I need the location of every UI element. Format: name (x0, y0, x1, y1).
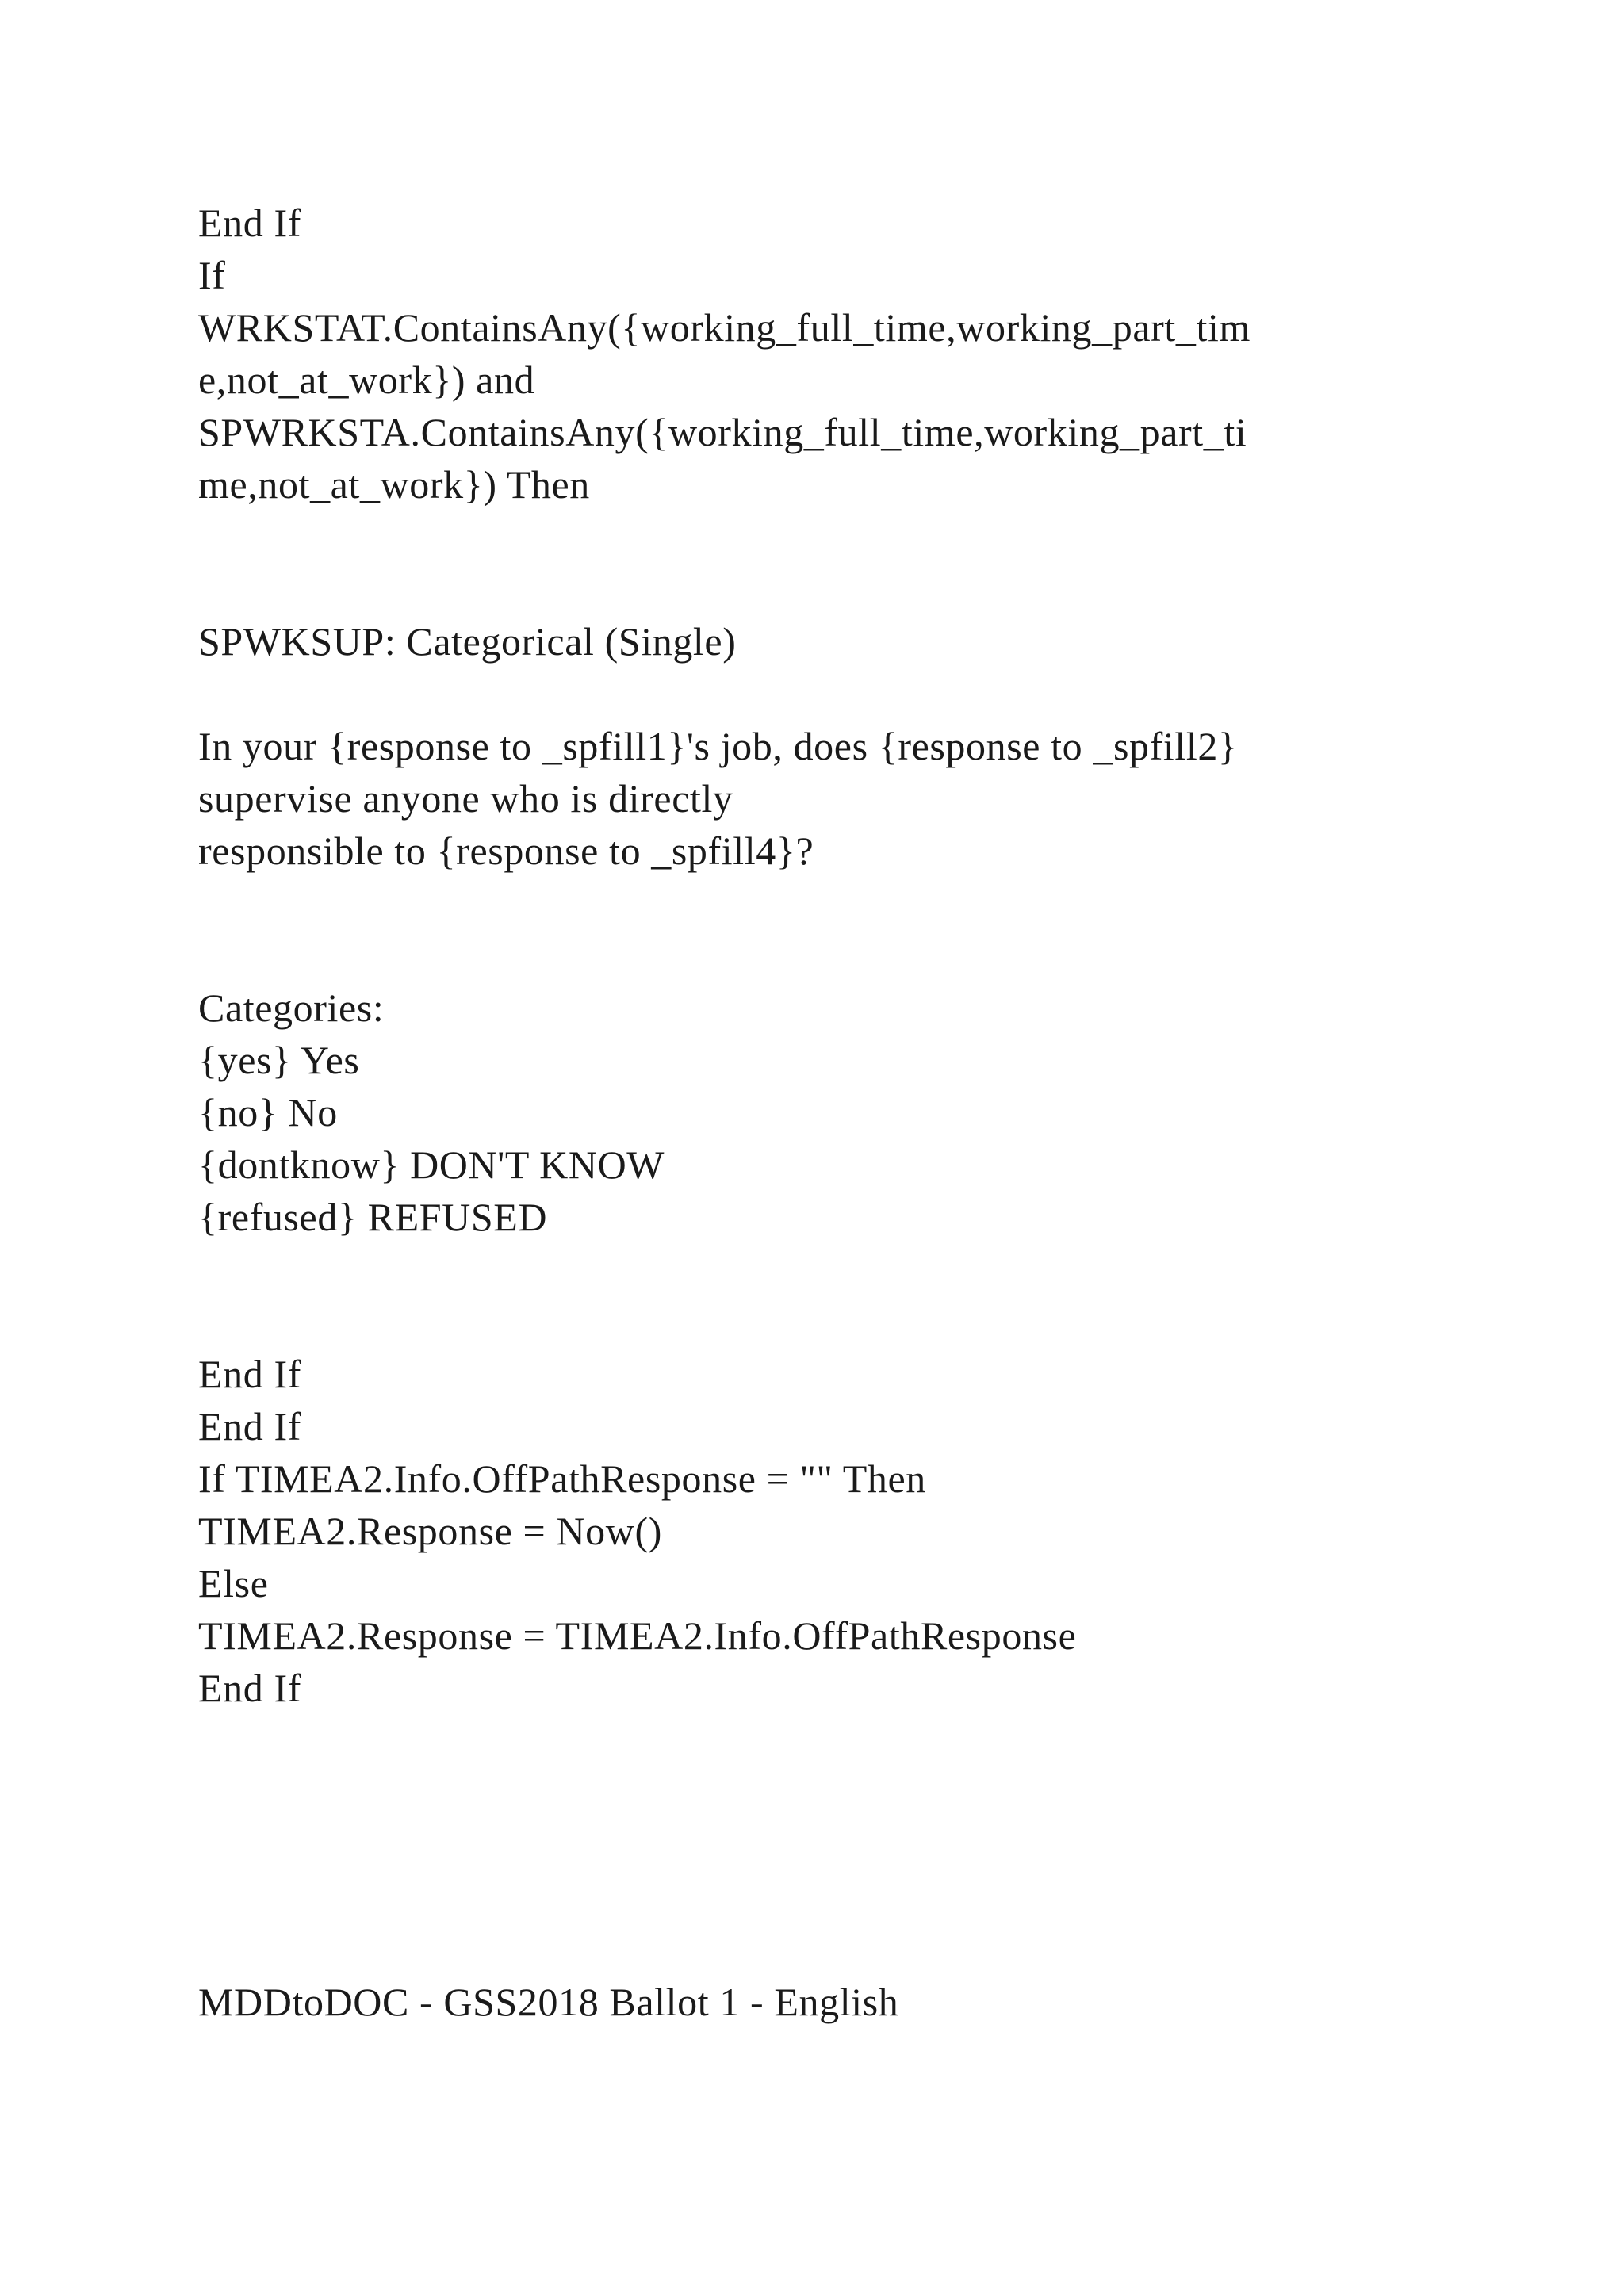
question-text-line: supervise anyone who is directly (198, 776, 733, 821)
category-item: {yes} Yes (198, 1038, 360, 1082)
code-line: TIMEA2.Response = TIMEA2.Info.OffPathResponse (198, 1613, 1077, 1658)
question-text-line: In your {response to _spfill1}'s job, does {response to _spfill2} (198, 724, 1238, 768)
code-line: Else (198, 1561, 269, 1605)
categories-label: Categories: (198, 985, 385, 1030)
category-item: {no} No (198, 1090, 338, 1135)
question-header: SPWKSUP: Categorical (Single) (198, 619, 737, 664)
question-text-line: responsible to {response to _spfill4}? (198, 828, 814, 873)
code-line: End If (198, 1666, 301, 1710)
code-line: WRKSTAT.ContainsAny({working_full_time,working_part_tim (198, 305, 1251, 350)
code-line: End If (198, 201, 301, 245)
page-footer: MDDtoDOC - GSS2018 Ballot 1 - English (198, 1980, 899, 2024)
code-line: e,not_at_work}) and (198, 358, 535, 402)
code-line: If (198, 253, 226, 297)
code-line: End If (198, 1404, 301, 1448)
code-line: End If (198, 1352, 301, 1396)
code-line: If TIMEA2.Info.OffPathResponse = "" Then (198, 1456, 926, 1501)
code-line: TIMEA2.Response = Now() (198, 1509, 662, 1553)
category-item: {refused} REFUSED (198, 1195, 548, 1239)
category-item: {dontknow} DON'T KNOW (198, 1142, 665, 1187)
code-line: me,not_at_work}) Then (198, 462, 590, 507)
code-line: SPWRKSTA.ContainsAny({working_full_time,working_part_ti (198, 410, 1247, 454)
